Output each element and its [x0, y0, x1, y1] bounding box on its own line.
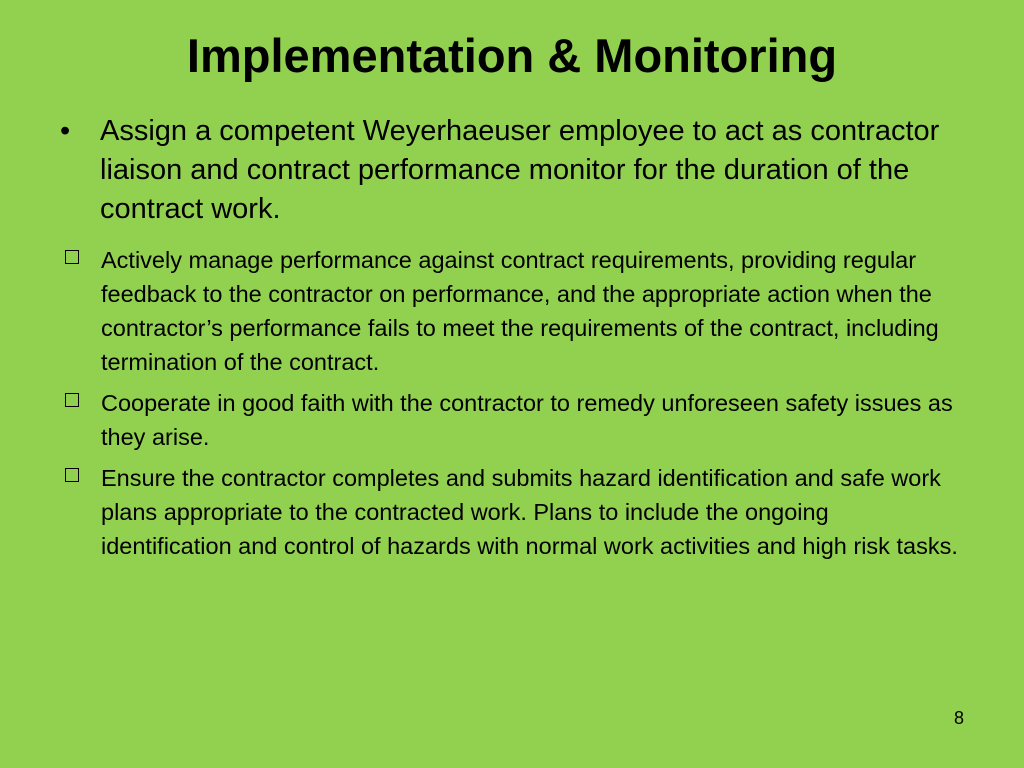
checkbox-icon	[65, 393, 79, 407]
sub-item-hazard-plans	[60, 461, 965, 563]
sub-item-text: Cooperate in good faith with the contractor to remedy unforeseen safety issues as they arise.	[101, 390, 953, 450]
main-bullet-text: Assign a competent Weyerhaeuser employee to act as contractor liaison and contract performance monitor for the duration of the contract work.	[100, 115, 940, 225]
sub-item-cooperate	[60, 386, 965, 454]
page-number: 8	[953, 708, 964, 728]
checkbox-icon	[65, 468, 79, 482]
bullet-marker: •	[60, 115, 71, 147]
sub-item-text: Actively manage performance against contract requirements, providing regular feedback to the contractor on performance, and the appropriate action when the contractor’s performance fails to meet the requirements of the contract, including termination of the contract.	[101, 247, 939, 375]
slide-content	[60, 112, 965, 570]
sub-item-text: Ensure the contractor completes and submits hazard identification and safe work plans appropriate to the contracted work. Plans to include the ongoing identification and control of hazards with normal work activities and high risk tasks.	[101, 465, 958, 559]
slide-title: Implementation & Monitoring	[186, 29, 838, 82]
main-bullet-item	[60, 112, 965, 229]
checkbox-icon	[65, 250, 79, 264]
sub-item-performance	[60, 243, 965, 379]
